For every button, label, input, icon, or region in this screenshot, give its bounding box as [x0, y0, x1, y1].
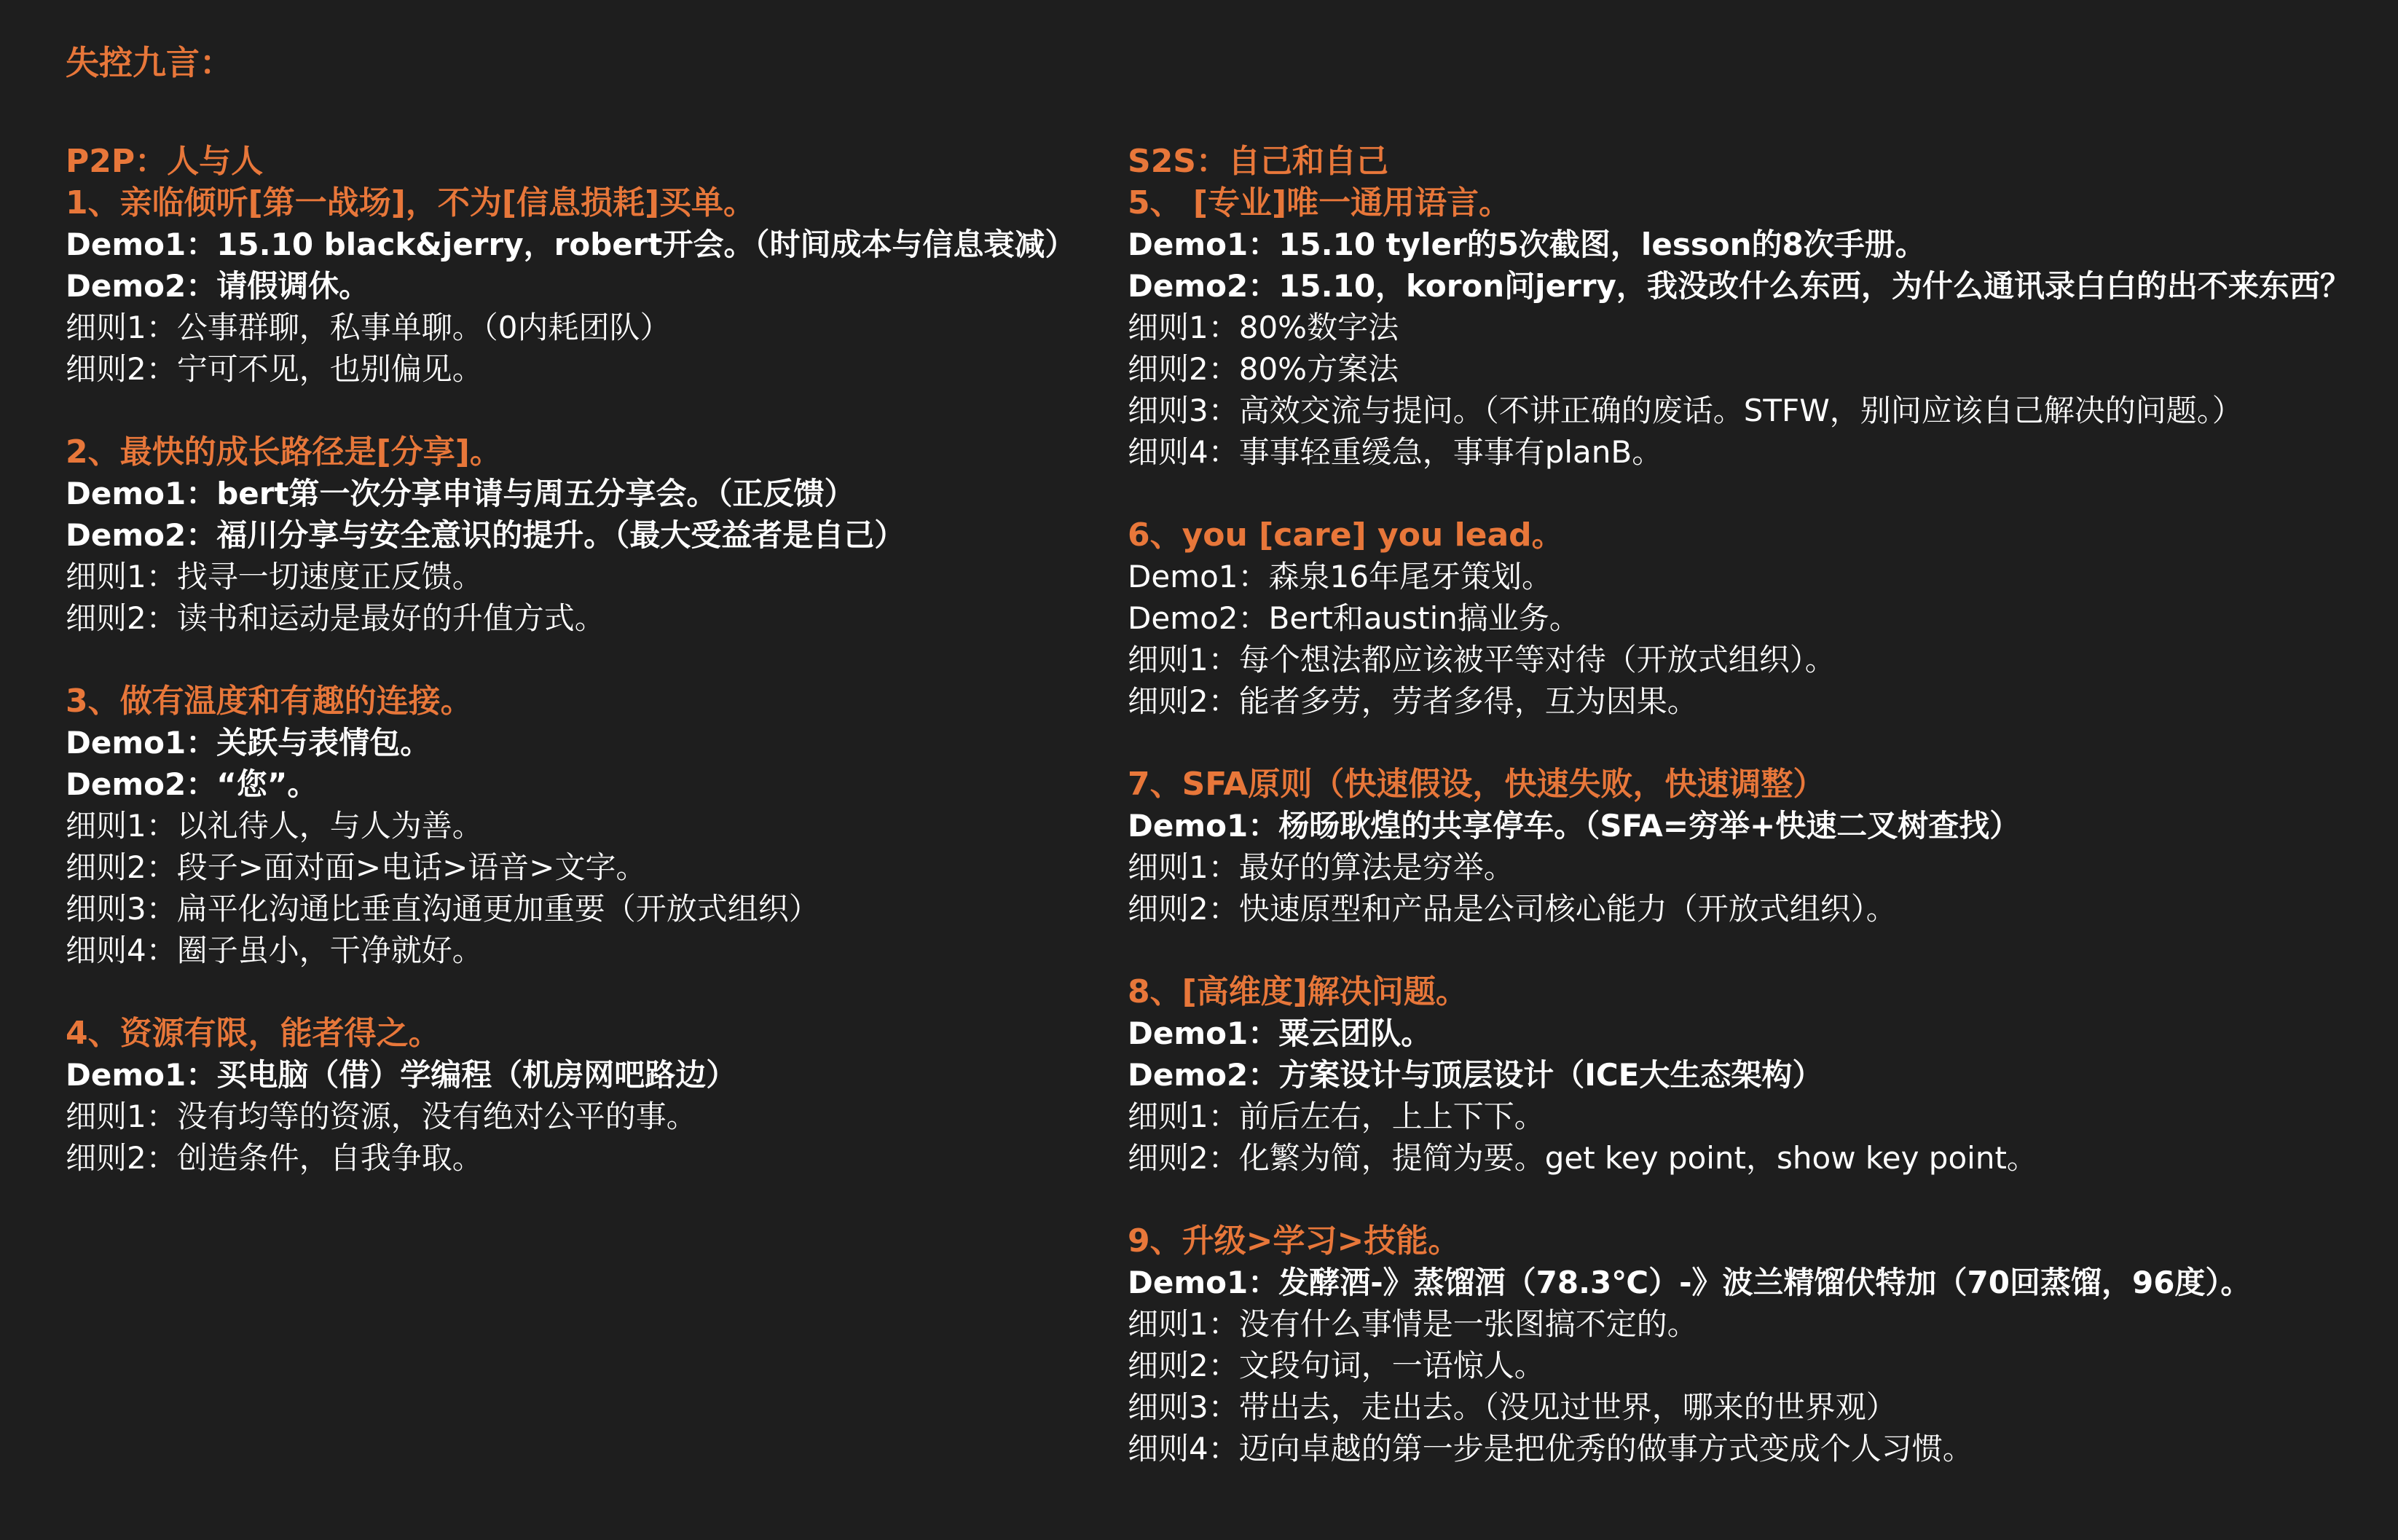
principle-title: 3、做有温度和有趣的连接。 — [66, 683, 473, 720]
principle-title: 1、亲临倾听[第一战场]，不为[信息损耗]买单。 — [66, 184, 756, 221]
demo-line: Demo1：森泉16年尾牙策划。 — [1128, 559, 1552, 594]
left-column — [66, 141, 1076, 1220]
principle-title: 8、[高维度]解决问题。 — [1128, 973, 1468, 1010]
principle-title: 2、最快的成长路径是[分享]。 — [66, 433, 502, 471]
right-column-header: S2S：自己和自己 — [1128, 143, 1388, 180]
demo-line: Demo1：bert第一次分享申请与周五分享会。（正反馈） — [66, 476, 855, 511]
principle-title: 7、SFA原则（快速假设，快速失败，快速调整） — [1128, 766, 1825, 803]
rule-line: 细则4：事事轻重缓急，事事有planB。 — [1128, 434, 1663, 470]
principle-title: 4、资源有限，能者得之。 — [66, 1015, 441, 1052]
rule-line: 细则2：快速原型和产品是公司核心能力（开放式组织）。 — [1128, 891, 1897, 927]
rule-line: 细则2：段子>面对面>电话>语音>文字。 — [66, 849, 647, 885]
demo-line: Demo1：关跃与表情包。 — [66, 725, 431, 761]
rule-line: 细则1：没有什么事情是一张图搞不定的。 — [1128, 1306, 1698, 1342]
rule-line: 细则1：没有均等的资源，没有绝对公平的事。 — [66, 1099, 697, 1134]
principle-1 — [66, 182, 1076, 390]
left-column-header: P2P：人与人 — [66, 143, 264, 180]
demo-line: Demo1：粟云团队。 — [1128, 1015, 1432, 1051]
rule-line: 细则1：以礼待人，与人为善。 — [66, 808, 483, 844]
demo-line: Demo2：福川分享与安全意识的提升。（最大受益者是自己） — [66, 517, 905, 553]
principle-7 — [1128, 763, 2351, 930]
principle-6 — [1128, 514, 2351, 722]
demo-line: Demo2：Bert和austin搞业务。 — [1128, 600, 1580, 636]
demo-line: Demo1：发酵酒-》蒸馏酒（78.3℃）-》波兰精馏伏特加（70回蒸馏，96度）。 — [1128, 1265, 2252, 1300]
rule-line: 细则1：最好的算法是穷举。 — [1128, 849, 1514, 885]
rule-line: 细则4：迈向卓越的第一步是把优秀的做事方式变成个人习惯。 — [1128, 1431, 1973, 1466]
principle-9 — [1128, 1220, 2351, 1469]
demo-line: Demo2：方案设计与顶层设计（ICE大生态架构） — [1128, 1057, 1823, 1093]
demo-line: Demo1：买电脑（借）学编程（机房网吧路边） — [66, 1057, 737, 1093]
principle-title: 9、升级>学习>技能。 — [1128, 1222, 1461, 1260]
rule-line: 细则2：宁可不见，也别偏见。 — [66, 351, 483, 387]
rule-line: 细则3：高效交流与提问。（不讲正确的废话。STFW，别问应该自己解决的问题。） — [1128, 393, 2243, 428]
demo-line: Demo2：“您”。 — [66, 766, 318, 802]
page-title: 失控九言： — [66, 43, 233, 82]
principle-3 — [66, 680, 1076, 971]
principle-5 — [1128, 182, 2351, 473]
rule-line: 细则2：创造条件，自我争取。 — [66, 1140, 483, 1176]
right-column — [1128, 141, 2351, 1511]
principle-2 — [66, 431, 1076, 639]
demo-line: Demo1：15.10 black&jerry，robert开会。（时间成本与信息衰减） — [66, 227, 1076, 262]
rule-line: 细则2：读书和运动是最好的升值方式。 — [66, 600, 605, 636]
rule-line: 细则1：前后左右，上上下下。 — [1128, 1099, 1545, 1134]
rule-line: 细则1：80%数字法 — [1128, 310, 1399, 345]
demo-line: Demo2：请假调休。 — [66, 268, 370, 304]
principle-title: 5、 [专业]唯一通用语言。 — [1128, 184, 1511, 221]
rule-line: 细则1：找寻一切速度正反馈。 — [66, 559, 483, 594]
demo-line: Demo1：杨旸耿煌的共享停车。（SFA=穷举+快速二叉树查找） — [1128, 808, 2021, 844]
demo-line: Demo2：15.10，koron问jerry，我没改什么东西，为什么通讯录白白的出不来东西？ — [1128, 268, 2351, 304]
principle-title: 6、you [care] you lead。 — [1128, 516, 1564, 554]
rule-line: 细则2：化繁为简，提简为要。get key point，show key point。 — [1128, 1140, 2037, 1176]
principle-8 — [1128, 971, 2351, 1179]
demo-line: Demo1：15.10 tyler的5次截图，lesson的8次手册。 — [1128, 227, 1926, 262]
principle-4 — [66, 1013, 1076, 1179]
rule-line: 细则1：每个想法都应该被平等对待（开放式组织）。 — [1128, 642, 1836, 677]
rule-line: 细则3：扁平化沟通比垂直沟通更加重要（开放式组织） — [66, 891, 819, 927]
rule-line: 细则4：圈子虽小，干净就好。 — [66, 932, 483, 968]
rule-line: 细则3：带出去，走出去。（没见过世界，哪来的世界观） — [1128, 1389, 1897, 1425]
rule-line: 细则2：能者多劳，劳者多得，互为因果。 — [1128, 683, 1698, 719]
rule-line: 细则2：80%方案法 — [1128, 351, 1399, 387]
rule-line: 细则2：文段句词，一语惊人。 — [1128, 1348, 1545, 1383]
rule-line: 细则1：公事群聊，私事单聊。（0内耗团队） — [66, 310, 671, 345]
